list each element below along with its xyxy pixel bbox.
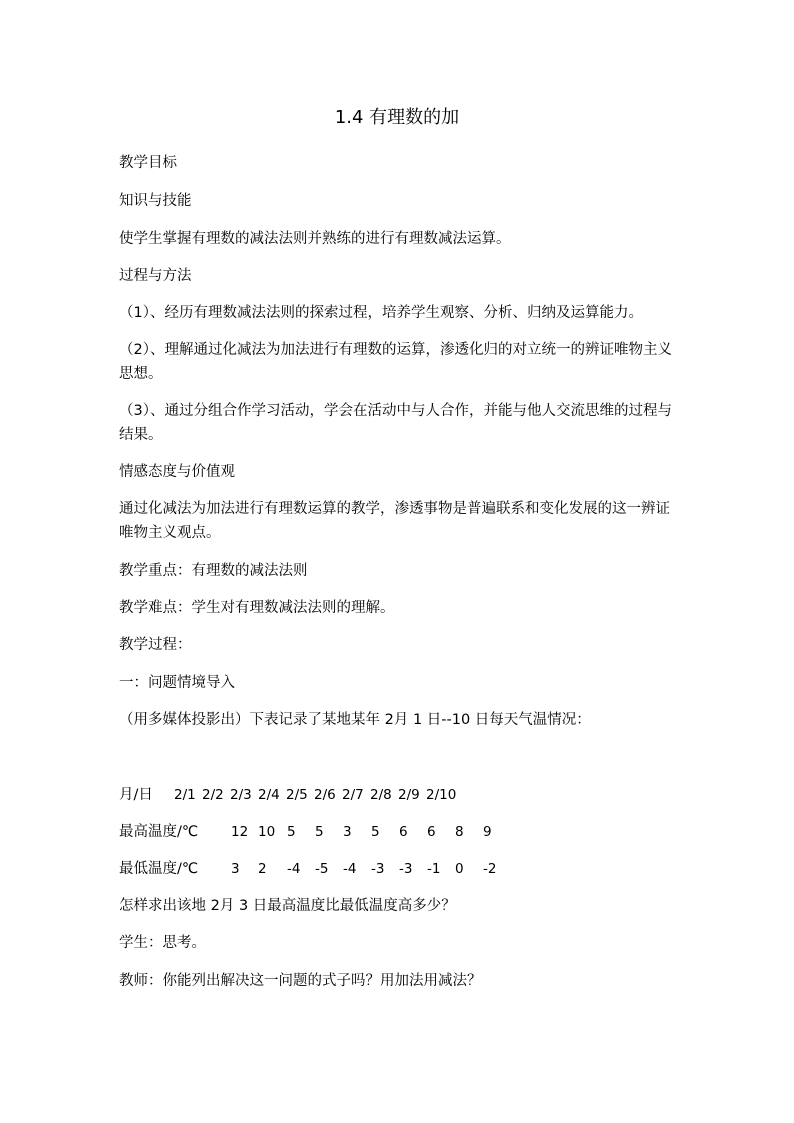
question-text: 怎样求出该地 2月 3 日最高温度比最低温度高多少？ xyxy=(119,898,456,914)
student-text: 学生：思考。 xyxy=(119,935,206,951)
emotion-text: 通过化减法为加法进行有理数运算的教学，渗透事物是普遍联系和变化发展的这一辨证唯物主义观点。 xyxy=(119,501,670,541)
section-heading-1: 一：问题情境导入 xyxy=(119,675,235,691)
process-item-1: （1）、经历有理数减法法则的探索过程，培养学生观察、分析、归纳及运算能力。 xyxy=(119,305,643,321)
difficulty-point: 教学难点：学生对有理数减法法则的理解。 xyxy=(119,600,395,616)
date-cell: 2/9 xyxy=(398,787,420,803)
high-temp-cell: 10 xyxy=(258,824,276,840)
high-temp-cell: 6 xyxy=(427,824,436,840)
low-temp-cell: -1 xyxy=(427,861,441,877)
process-item-3: （3）、通过分组合作学习活动，学会在活动中与人合作，并能与他人交流思维的过程与结果。 xyxy=(119,403,672,443)
high-temp-cell: 8 xyxy=(455,824,464,840)
date-cell: 2/2 xyxy=(202,787,224,803)
high-temp-cell: 5 xyxy=(287,824,296,840)
high-temp-cell: 6 xyxy=(399,824,408,840)
intro-text: （用多媒体投影出）下表记录了某地某年 2月 1 日--10 日每天气温情况： xyxy=(119,712,591,728)
row-label-low: 最低温度/℃ xyxy=(119,861,199,877)
knowledge-heading: 知识与技能 xyxy=(119,193,192,209)
date-cell: 2/1 xyxy=(174,787,196,803)
process-item-2: （2）、理解通过化减法为加法进行有理数的运算，渗透化归的对立统一的辨证唯物主义思想。 xyxy=(119,342,672,382)
date-cell: 2/4 xyxy=(258,787,280,803)
high-temp-cell: 9 xyxy=(483,824,492,840)
row-label-dates: 月/日 xyxy=(119,787,153,803)
emotion-heading: 情感态度与价值观 xyxy=(119,464,235,480)
knowledge-text: 使学生掌握有理数的减法法则并熟练的进行有理数减法运算。 xyxy=(119,231,511,247)
date-cell: 2/7 xyxy=(342,787,364,803)
low-temp-cell: -2 xyxy=(483,861,497,877)
low-temp-cell: -3 xyxy=(399,861,413,877)
low-temp-cell: -5 xyxy=(315,861,329,877)
date-cell: 2/5 xyxy=(286,787,308,803)
teacher-text: 教师：你能列出解决这一问题的式子吗？用加法用减法？ xyxy=(119,973,482,989)
high-temp-cell: 5 xyxy=(315,824,324,840)
high-temp-cell: 5 xyxy=(371,824,380,840)
low-temp-cell: -3 xyxy=(371,861,385,877)
date-cell: 2/3 xyxy=(230,787,252,803)
low-temp-cell: -4 xyxy=(343,861,357,877)
process-label: 教学过程： xyxy=(119,637,192,653)
low-temp-cell: 3 xyxy=(231,861,240,877)
date-cell: 2/8 xyxy=(370,787,392,803)
objectives-heading: 教学目标 xyxy=(119,155,177,171)
low-temp-cell: 2 xyxy=(258,861,267,877)
low-temp-cell: -4 xyxy=(287,861,301,877)
key-point: 教学重点：有理数的减法法则 xyxy=(119,563,308,579)
low-temp-cell: 0 xyxy=(455,861,464,877)
page-title: 1.4 有理数的加 xyxy=(334,107,460,128)
process-heading: 过程与方法 xyxy=(119,268,192,284)
date-cell: 2/6 xyxy=(314,787,336,803)
high-temp-cell: 12 xyxy=(231,824,249,840)
high-temp-cell: 3 xyxy=(343,824,352,840)
row-label-high: 最高温度/℃ xyxy=(119,824,199,840)
date-cell: 2/10 xyxy=(426,787,457,803)
